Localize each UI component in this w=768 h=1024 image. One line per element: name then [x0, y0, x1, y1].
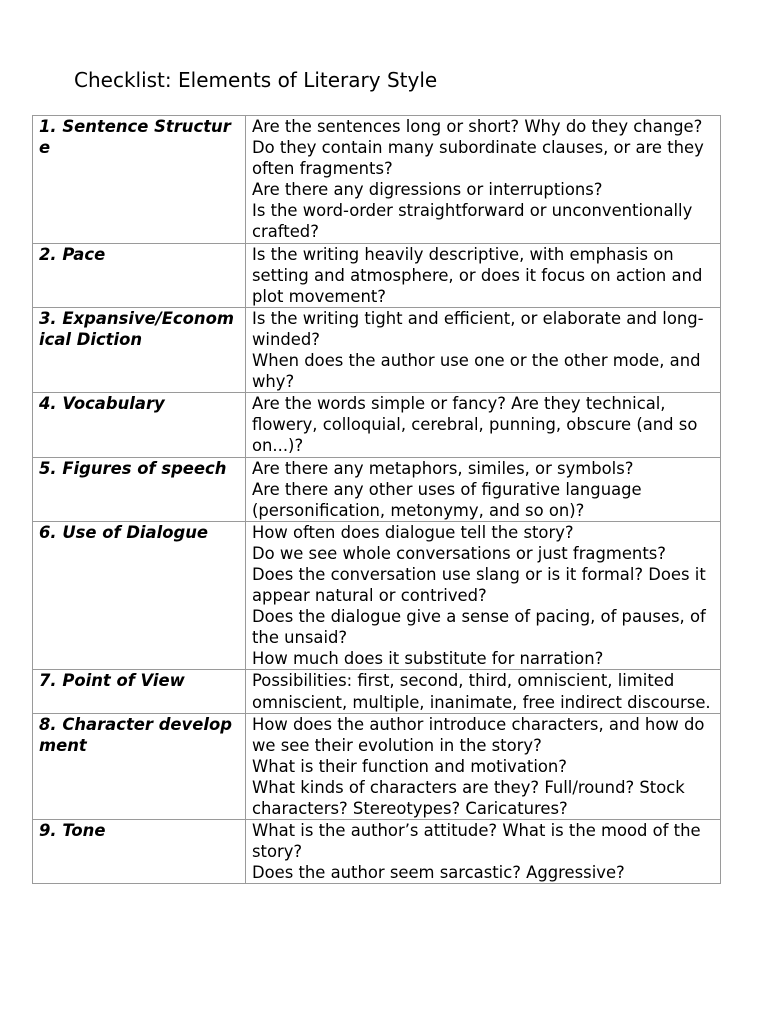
questions-cell	[246, 713, 721, 819]
page-title: Checklist: Elements of Literary Style	[74, 68, 438, 92]
element-label: 5. Figures of speech	[33, 457, 246, 521]
questions-cell	[246, 521, 721, 670]
table-row	[33, 243, 721, 307]
question-line: Are there any digressions or interruptions?	[252, 180, 603, 200]
question-line: Are the sentences long or short? Why do they change?	[252, 117, 703, 136]
table-row	[33, 457, 721, 521]
question-line: Do we see whole conversations or just fragments?	[252, 543, 666, 563]
question-line: Possibilities: first, second, third, omniscient, limited omniscient, multiple, inanimate, free indirect discourse.	[252, 671, 711, 712]
questions-cell	[246, 820, 721, 884]
table-row	[33, 521, 721, 670]
question-line: Is the word-order straightforward or unconventionally crafted?	[252, 201, 693, 242]
questions-cell	[246, 243, 721, 307]
question-line: How often does dialogue tell the story?	[252, 522, 574, 542]
element-label: 2. Pace	[33, 243, 246, 307]
element-label: 9. Tone	[33, 820, 246, 884]
table-row	[33, 393, 721, 457]
question-line: Are there any metaphors, similes, or symbols?	[252, 458, 634, 478]
questions-cell	[246, 670, 721, 713]
question-line: Are the words simple or fancy? Are they technical, flowery, colloquial, cerebral, punning, obscure (and so on...)?	[252, 394, 698, 456]
question-line: Do they contain many subordinate clauses, or are they often fragments?	[252, 138, 704, 179]
table-row	[33, 116, 721, 244]
element-label: 7. Point of View	[33, 670, 246, 713]
element-label: 1. Sentence Structure	[33, 116, 246, 244]
element-label: 6. Use of Dialogue	[33, 521, 246, 670]
question-line: Are there any other uses of figurative language (personification, metonymy, and so on)?	[252, 479, 642, 520]
question-line: Is the writing heavily descriptive, with emphasis on setting and atmosphere, or does it focus on action and plot movement?	[252, 244, 703, 306]
table-row	[33, 713, 721, 819]
checklist-body	[33, 116, 721, 884]
element-label: 4. Vocabulary	[33, 393, 246, 457]
question-line: Does the dialogue give a sense of pacing, of pauses, of the unsaid?	[252, 607, 706, 648]
questions-cell	[246, 457, 721, 521]
questions-cell	[246, 116, 721, 244]
element-label: 8. Character development	[33, 713, 246, 819]
table-row	[33, 820, 721, 884]
element-label: 3. Expansive/Economical Diction	[33, 307, 246, 392]
table-row	[33, 307, 721, 392]
questions-cell	[246, 393, 721, 457]
checklist-table	[32, 115, 721, 884]
question-line: What is their function and motivation?	[252, 756, 568, 776]
question-line: How does the author introduce characters, and how do we see their evolution in the story?	[252, 714, 705, 755]
questions-cell	[246, 307, 721, 392]
question-line: How much does it substitute for narration?	[252, 649, 604, 669]
question-line: Does the author seem sarcastic? Aggressive?	[252, 863, 625, 883]
question-line: What is the author’s attitude? What is the mood of the story?	[252, 821, 701, 862]
question-line: When does the author use one or the other mode, and why?	[252, 351, 701, 392]
question-line: What kinds of characters are they? Full/round? Stock characters? Stereotypes? Caricatures?	[252, 777, 685, 818]
question-line: Is the writing tight and efficient, or elaborate and long-winded?	[252, 308, 704, 349]
table-row	[33, 670, 721, 713]
question-line: Does the conversation use slang or is it formal? Does it appear natural or contrived?	[252, 564, 706, 606]
